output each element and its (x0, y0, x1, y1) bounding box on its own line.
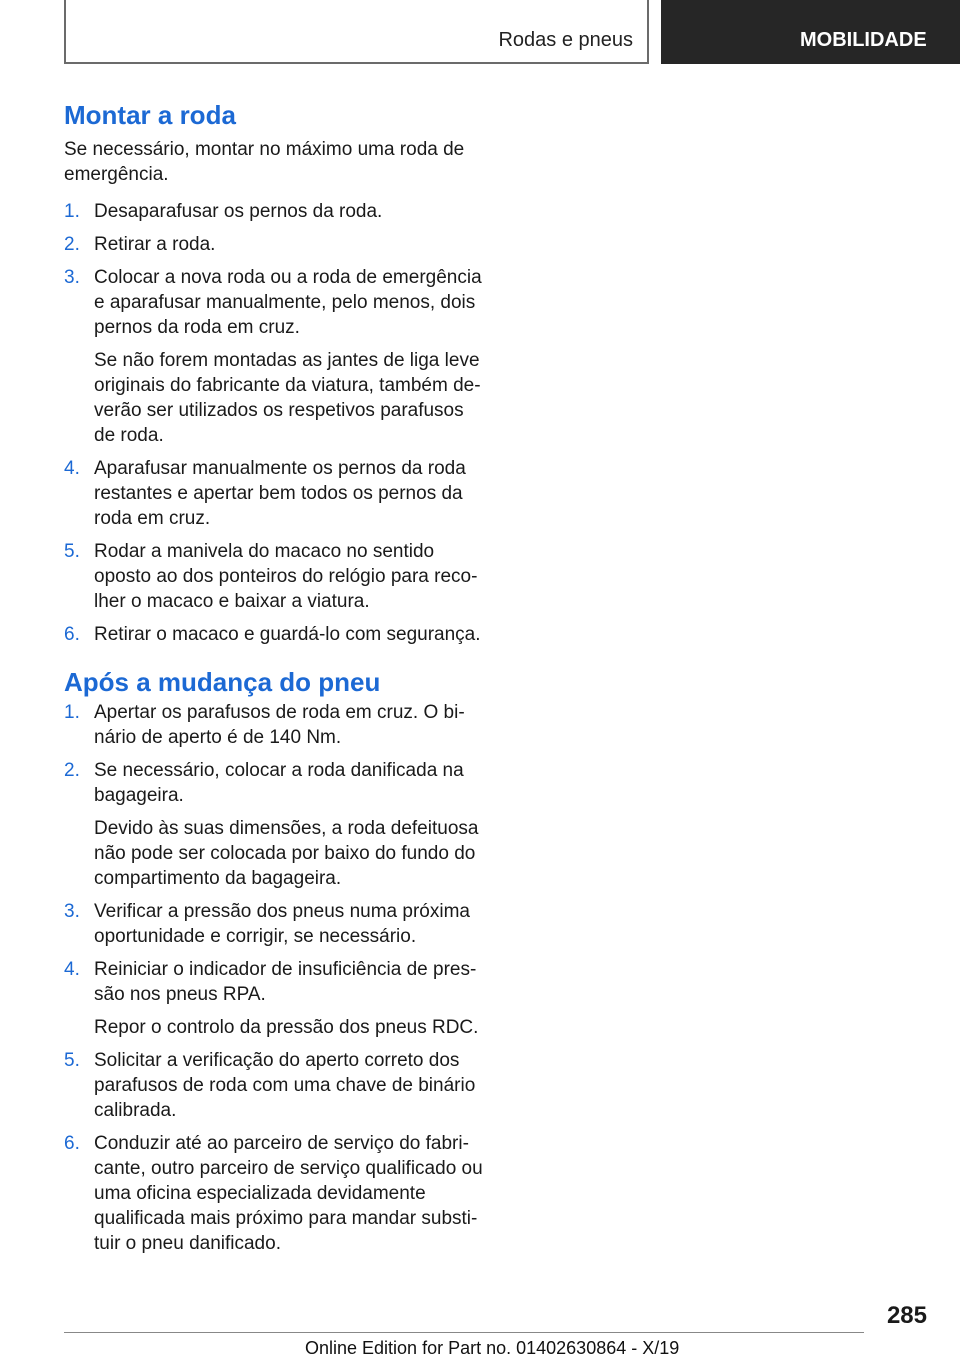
step-number: 5. (64, 1050, 80, 1071)
step-number: 1. (64, 201, 80, 222)
list-item (64, 1048, 484, 1123)
step-note: Devido às suas dimensões, a roda defeituosa não pode ser colocada por baixo do fundo do compartimento da bagageira. (94, 818, 479, 889)
step-text: Se necessário, colocar a roda danificada na bagageira. (94, 760, 464, 806)
step-number: 3. (64, 267, 80, 288)
step-text: Reiniciar o indicador de insuficiência de pressão nos pneus RPA. (94, 959, 477, 1005)
list-item (64, 232, 484, 257)
step-number: 6. (64, 1133, 80, 1154)
step-text: Colocar a nova roda ou a roda de emergência e aparafusar manualmente, pelo menos, dois pernos da roda em cruz. (94, 267, 482, 338)
step-note: Se não forem montadas as jantes de liga leve originais do fabricante da viatura, também deverão ser utilizados os respetivos parafusos de roda. (94, 350, 481, 446)
step-text: Apertar os parafusos de roda em cruz. O binário de aperto é de 140 Nm. (94, 702, 465, 748)
list-item (64, 758, 484, 891)
step-number: 4. (64, 959, 80, 980)
step-text: Retirar a roda. (94, 234, 216, 255)
step-number: 2. (64, 760, 80, 781)
list-item (64, 957, 484, 1040)
section-intro: Se necessário, montar no máximo uma roda de emergência. (64, 139, 465, 185)
step-number: 5. (64, 541, 80, 562)
chapter-tab (661, 0, 960, 64)
content-column (64, 100, 484, 1264)
list-item (64, 539, 484, 614)
header-section-title: Rodas e pneus (498, 29, 633, 51)
section-title-apos-mudanca: Após a mudança do pneu (64, 667, 381, 697)
list-item (64, 622, 484, 647)
step-text: Desaparafusar os pernos da roda. (94, 201, 383, 222)
steps-list-apos-mudanca (64, 700, 484, 1256)
step-number: 6. (64, 624, 80, 645)
list-item (64, 1131, 484, 1256)
section-title-montar-roda: Montar a roda (64, 100, 236, 130)
page-number: 285 (886, 1302, 927, 1329)
step-text: Solicitar a verificação do aperto correto dos parafusos de roda com uma chave de binário calibrada. (94, 1050, 476, 1121)
list-item (64, 199, 484, 224)
steps-list-montar-roda (64, 199, 484, 647)
step-number: 1. (64, 702, 80, 723)
step-text: Rodar a manivela do macaco no sentido oposto ao dos ponteiros do relógio para recolher o macaco e baixar a viatura. (94, 541, 478, 612)
step-number: 3. (64, 901, 80, 922)
step-number: 2. (64, 234, 80, 255)
running-header (64, 0, 649, 64)
footer-divider (64, 1332, 864, 1333)
list-item (64, 700, 484, 750)
list-item (64, 265, 484, 448)
step-text: Aparafusar manualmente os pernos da roda restantes e apertar bem todos os pernos da roda em cruz. (94, 458, 466, 529)
step-text: Conduzir até ao parceiro de serviço do fabricante, outro parceiro de serviço qualificado ou uma oficina especializada devidamente qualificada mais próximo para mandar substituir o pneu danificado. (94, 1133, 483, 1254)
step-number: 4. (64, 458, 80, 479)
chapter-tab-label: MOBILIDADE (800, 29, 927, 51)
list-item (64, 456, 484, 531)
step-text: Retirar o macaco e guardá-lo com segurança. (94, 624, 481, 645)
step-text: Verificar a pressão dos pneus numa próxima oportunidade e corrigir, se necessário. (94, 901, 470, 947)
list-item (64, 899, 484, 949)
footer-edition: Online Edition for Part no. 01402630864 - X/19 (305, 1338, 680, 1358)
step-note: Repor o controlo da pressão dos pneus RDC. (94, 1017, 479, 1038)
